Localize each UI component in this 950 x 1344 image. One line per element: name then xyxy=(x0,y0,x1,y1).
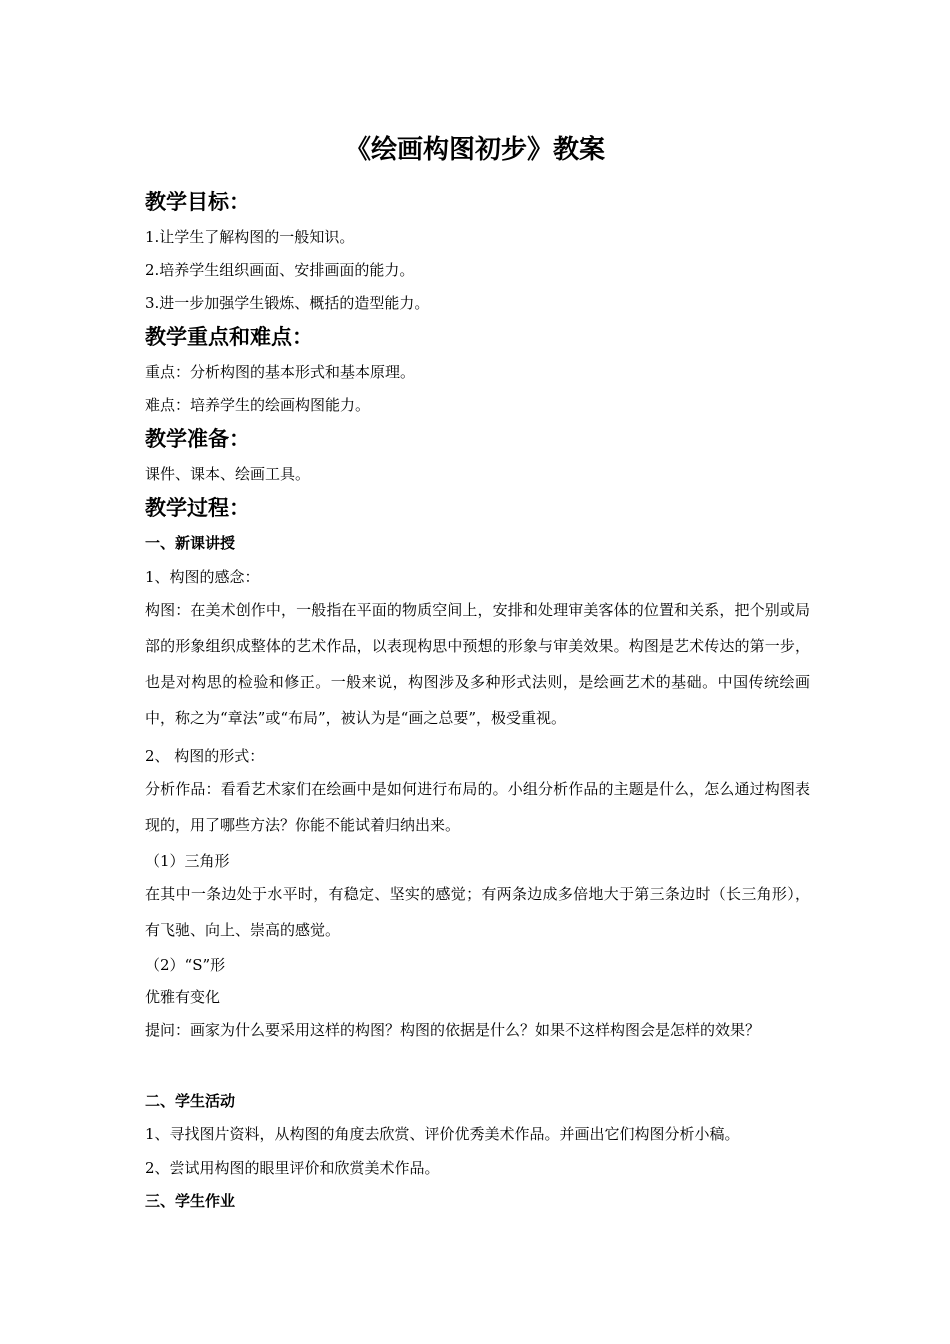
triangle-paragraph: 在其中一条边处于水平时，有稳定、坚实的感觉；有两条边成多倍地大于第三条边时（长三角形），有飞驰、向上、崇高的感觉。 xyxy=(145,885,810,939)
forms-label: 2、 构图的形式： xyxy=(145,747,265,765)
s-shape-label: （2）“S”形 xyxy=(145,956,226,974)
objective-item: 2.培养学生组织画面、安排画面的能力。 xyxy=(145,261,415,279)
objective-item: 3.进一步加强学生锻炼、概括的造型能力。 xyxy=(145,294,430,312)
preparation-item: 课件、课本、绘画工具。 xyxy=(145,465,311,483)
part2-heading: 二、学生活动 xyxy=(145,1092,236,1110)
objectives-heading: 教学目标： xyxy=(145,190,250,214)
concept-paragraph: 构图：在美术创作中，一般指在平面的物质空间上，安排和处理审美客体的位置和关系，把个别或局部的形象组织成整体的艺术作品，以表现构思中预想的形象与审美效果。构图是艺术传达的第一步，也是对构思的检验和修正。一般来说，构图涉及多种形式法则，是绘画艺术的基础。中国传统绘画中，称之为“章法”或“布局”，被认为是“画之总要”，极受重视。 xyxy=(145,601,810,727)
part3-heading: 三、学生作业 xyxy=(145,1192,236,1210)
key-point-item: 重点：分析构图的基本形式和基本原理。 xyxy=(145,363,416,381)
objective-item: 1.让学生了解构图的一般知识。 xyxy=(145,228,355,246)
process-heading: 教学过程： xyxy=(145,496,250,520)
s-shape-text: 优雅有变化 xyxy=(145,988,221,1006)
activity-item: 1、寻找图片资料，从构图的角度去欣赏、评价优秀美术作品。并画出它们构图分析小稿。 xyxy=(145,1125,740,1143)
page-title: 《绘画构图初步》教案 xyxy=(344,135,605,165)
key-point-item: 难点：培养学生的绘画构图能力。 xyxy=(145,396,371,414)
question-paragraph: 提问：画家为什么要采用这样的构图？构图的依据是什么？如果不这样构图会是怎样的效果？ xyxy=(145,1021,761,1039)
preparation-heading: 教学准备： xyxy=(145,427,250,451)
concept-label: 1、构图的感念： xyxy=(145,568,260,586)
activity-item: 2、尝试用构图的眼里评价和欣赏美术作品。 xyxy=(145,1159,440,1177)
forms-paragraph: 分析作品：看看艺术家们在绘画中是如何进行布局的。小组分析作品的主题是什么，怎么通过构图表现的，用了哪些方法？你能不能试着归纳出来。 xyxy=(145,780,810,834)
triangle-label: （1）三角形 xyxy=(145,852,230,870)
key-points-heading: 教学重点和难点： xyxy=(145,325,313,349)
part1-heading: 一、新课讲授 xyxy=(145,534,236,552)
